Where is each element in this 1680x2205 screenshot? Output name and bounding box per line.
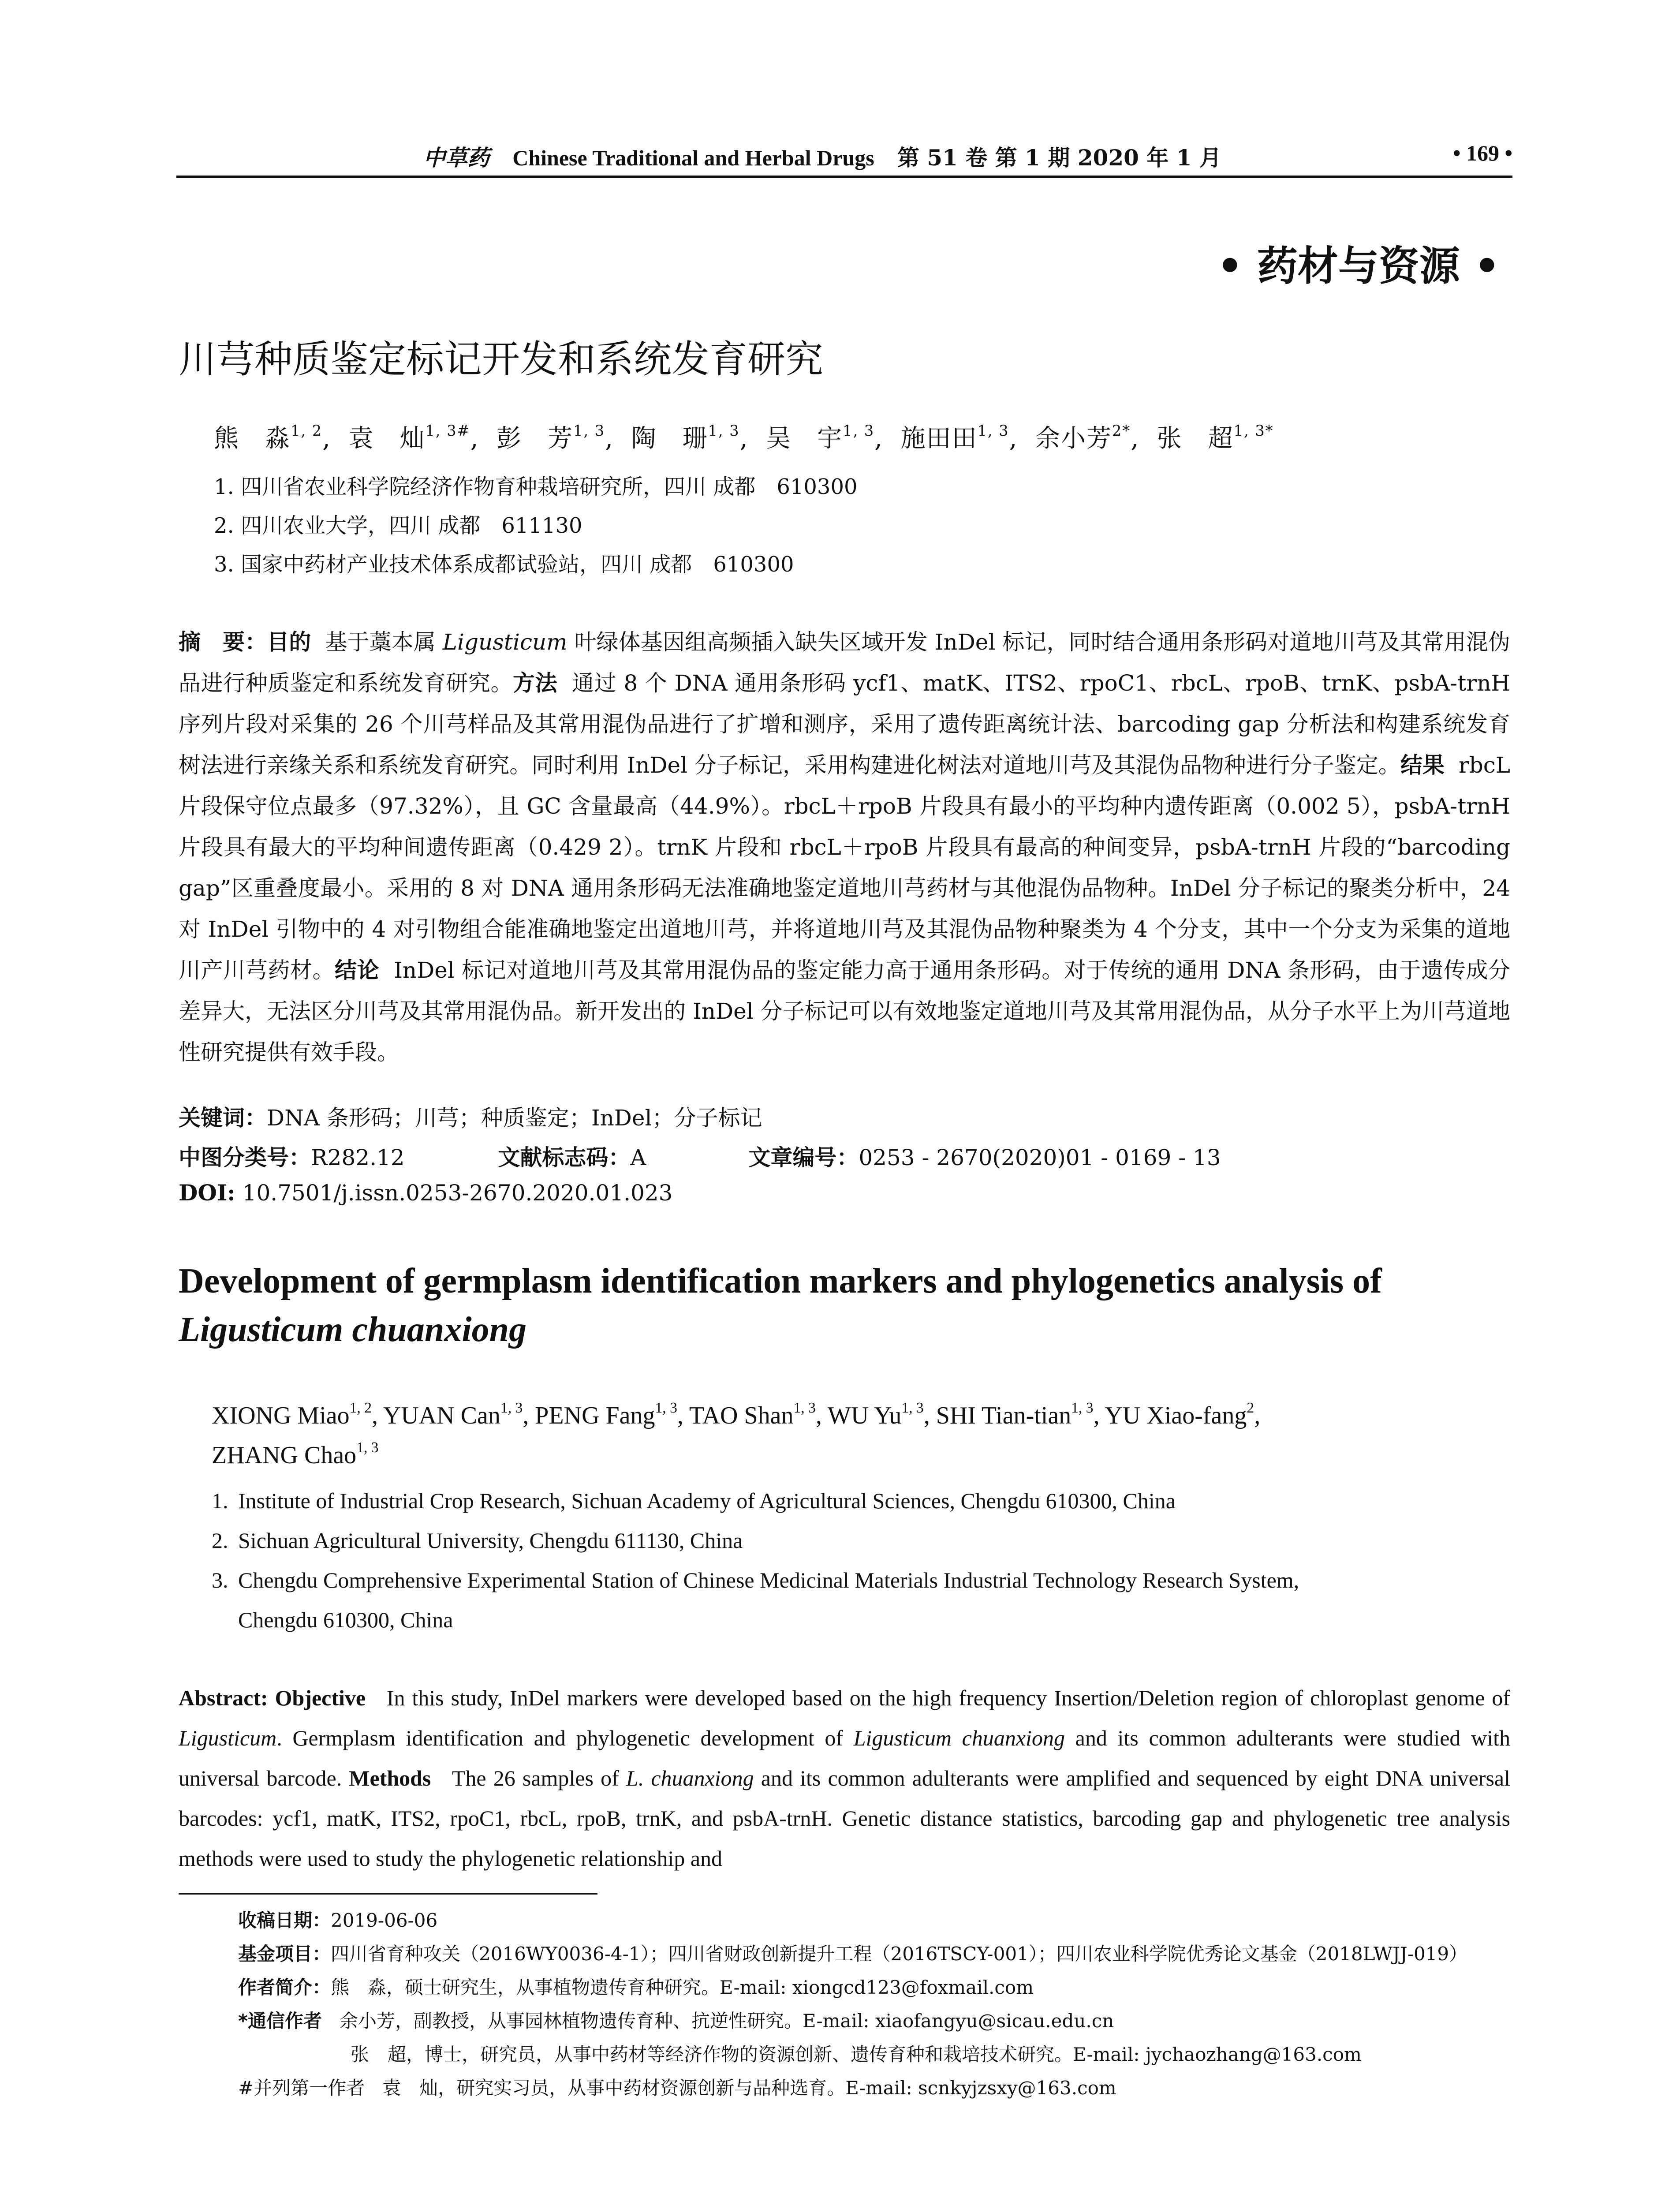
objective-label: 目的	[267, 629, 311, 655]
classification-line: 中图分类号：R282.12 文献标志码：A 文章编号：0253 - 2670(2020)01 - 0169 - 13	[179, 1145, 1221, 1170]
journal-en: Chinese Traditional and Herbal Drugs	[512, 146, 874, 170]
cn-title: 川芎种质鉴定标记开发和系统发育研究	[179, 337, 823, 381]
volume-issue: 第 51 卷 第 1 期 2020 年 1 月	[897, 145, 1221, 171]
results-label: 结果	[1400, 752, 1445, 778]
cn-author: 施田田$^{1, 3}$	[900, 422, 1009, 453]
en-objective-label: Objective	[275, 1686, 366, 1710]
en-author-list: XIONG Miao$^{1, 2}$, YUAN Can$^{1, 3}$, PENG Fang$^{1, 3}$, TAO Shan$^{1, 3}$, WU Yu$^{1, 3}$, SHI Tian-tian$^{1, 3}$, YU Xiao-fang$^2$, ZHANG Chao$^{1, 3}$	[212, 1399, 1261, 1469]
en-methods-label: Methods	[349, 1766, 431, 1790]
cn-affiliation: 3. 国家中药材产业技术体系成都试验站，四川 成都 610300	[214, 552, 794, 577]
page-number: • 169 •	[1452, 141, 1512, 165]
en-abstract-label: Abstract:	[179, 1686, 268, 1710]
cn-abstract: 摘 要：目的 基于藁本属 Ligusticum 叶绿体基因组高频插入缺失区域开发 InDel 标记，同时结合通用条形码对道地川芎及其常用混伪品进行种质鉴定和系统发育研究。方法 通过 8 个 DNA 通用条形码 ycf1、matK、ITS2、rpoC1、rbcL、rpoB、trnK、psbA-trnH 序列片段对采集的 26 个川芎样品及其常用混伪品进行了扩增和测序，采用了遗传距离统计法、barcoding gap 分析法和构建系统发育树法进行亲缘关系和系统发育研究。同时利用 InDel 分子标记，采用构建进化树法对道地川芎及其混伪品物种进行分子鉴定。结果 rbcL 片段保守位点最多（97.32%），且 GC 含量最高（44.9%）。rbcL＋rpoB 片段具有最小的平均种内遗传距离（0.002 5），psbA-trnH 片段具有最大的平均种间遗传距离（0.429 2）。trnK 片段和 rbcL＋rpoB 片段具有最高的种间变异，psbA-trnH 片段的“barcoding gap”区重叠度最小。采用的 8 对 DNA 通用条形码无法准确地鉴定道地川芎药材与其他混伪品物种。InDel 分子标记的聚类分析中，24 对 InDel 引物中的 4 对引物组合能准确地鉴定出道地川芎，并将道地川芎及其混伪品物种聚类为 4 个分支，其中一个分支为采集的道地川产川芎药材。结论 InDel 标记对道地川芎及其常用混伪品的鉴定能力高于通用条形码。对于传统的通用 DNA 条形码，由于遗传成分差异大，无法区分川芎及其常用混伪品。新开发出的 InDel 分子标记可以有效地鉴定道地川芎及其常用混伪品，从分子水平上为川芎道地性研究提供有效手段。	[179, 629, 1511, 1065]
methods-label: 方法	[513, 670, 558, 696]
cn-affiliation: 2. 四川农业大学，四川 成都 611130	[214, 513, 582, 538]
en-affiliation: 3. Chengdu Comprehensive Experimental Station of Chinese Medicinal Materials Industrial Technology Research System, Chengdu 610300, China	[212, 1568, 1299, 1632]
en-affiliation: 2. Sichuan Agricultural University, Chengdu 611130, China	[212, 1528, 743, 1553]
en-title-species: Ligusticum chuanxiong	[179, 1310, 527, 1349]
journal-cn: 中草药	[423, 145, 489, 171]
footnote-fund: 基金项目：四川省育种攻关（2016WY0036-4-1）；四川省财政创新提升工程（2016TSCY-001）；四川农业科学院优秀论文基金（2018LWJJ-019）	[238, 1943, 1468, 1965]
en-author: PENG Fang$^{1, 3}$	[535, 1399, 677, 1429]
footnote-bio: 作者简介：熊 淼，硕士研究生，从事植物遗传育种研究。E-mail: xiongcd123@foxmail.com	[238, 1977, 1034, 1998]
cn-author: 彭 芳$^{1, 3}$	[497, 422, 605, 453]
footnote-co-first: #并列第一作者 袁 灿，研究实习员，从事中药材资源创新与品种选育。E-mail: scnkyjzsxy@163.com	[238, 2077, 1116, 2099]
footnote-rule	[179, 1893, 597, 1895]
cn-author: 余小芳$^{2*}$	[1035, 422, 1131, 453]
genus-name: Ligusticum	[442, 629, 567, 655]
cn-affiliation: 1. 四川省农业科学院经济作物育种栽培研究所，四川 成都 610300	[214, 475, 858, 499]
en-author: TAO Shan$^{1, 3}$	[689, 1399, 816, 1429]
cn-author: 袁 灿$^{1, 3\#}$	[348, 422, 470, 453]
header-rule	[176, 176, 1512, 178]
en-title: Development of germplasm identification markers and phylogenetics analysis of Ligusticum chuanxiong	[179, 1262, 1382, 1349]
en-author: SHI Tian-tian$^{1, 3}$	[936, 1399, 1094, 1429]
en-author: XIONG Miao$^{1, 2}$	[212, 1399, 372, 1429]
footnote-corresponding: *通信作者 余小芳，副教授，从事园林植物遗传育种、抗逆性研究。E-mail: xiaofangyu@sicau.edu.cn	[238, 2010, 1114, 2032]
en-author: YUAN Can$^{1, 3}$	[383, 1399, 523, 1429]
doi-line: DOI: 10.7501/j.issn.0253-2670.2020.01.023	[179, 1180, 673, 1206]
cn-author: 吴 宇$^{1, 3}$	[766, 422, 875, 453]
footnote-corresponding-2: 张 超，博士，研究员，从事中药材等经济作物的资源创新、遗传育种和栽培技术研究。E-mail: jychaozhang@163.com	[351, 2044, 1362, 2065]
en-affiliation: 1. Institute of Industrial Crop Research, Sichuan Academy of Agricultural Sciences, Chengdu 610300, China	[212, 1488, 1176, 1513]
en-author: WU Yu$^{1, 3}$	[827, 1399, 924, 1429]
journal-line	[423, 140, 1221, 172]
cn-author-list: 熊 淼$^{1, 2}$, 袁 灿$^{1, 3\#}$, 彭 芳$^{1, 3}$, 陶 珊$^{1, 3}$, 吴 宇$^{1, 3}$, 施田田$^{1, 3}$, 余小芳$^{2*}$, 张 超$^{1, 3*}$	[214, 422, 1274, 453]
conclusion-label: 结论	[335, 957, 380, 983]
cn-author: 张 超$^{1, 3*}$	[1157, 422, 1274, 453]
doi-link[interactable]: 10.7501/j.issn.0253-2670.2020.01.023	[242, 1180, 673, 1206]
en-abstract: Abstract: Objective In this study, InDel markers were developed based on the high frequency Insertion/Deletion region of chloroplast genome of Ligusticum. Germplasm identification and phylogenetic development of Ligusticum chuanxiong and its common adulterants were studied with universal barcode. Methods The 26 samples of L. chuanxiong and its common adulterants were amplified and sequenced by eight DNA universal barcodes: ycf1, matK, ITS2, rpoC1, rbcL, rpoB, trnK, and psbA-trnH. Genetic distance statistics, barcoding gap and phylogenetic tree analysis methods were used to study the phylogenetic relationship and	[179, 1686, 1511, 1871]
keywords: 关键词：DNA 条形码；川芎；种质鉴定；InDel；分子标记	[179, 1105, 762, 1131]
section-heading: • 药材与资源 •	[1217, 242, 1500, 290]
en-author: YU Xiao-fang$^2$	[1105, 1399, 1254, 1429]
cn-author: 陶 珊$^{1, 3}$	[631, 422, 740, 453]
cn-author: 熊 淼$^{1, 2}$	[214, 422, 323, 453]
running-head	[176, 140, 1512, 176]
cn-abstract-label: 摘 要：	[179, 629, 267, 655]
footnote-received: 收稿日期：2019-06-06	[238, 1910, 438, 1931]
en-author: ZHANG Chao$^{1, 3}$	[212, 1439, 379, 1469]
